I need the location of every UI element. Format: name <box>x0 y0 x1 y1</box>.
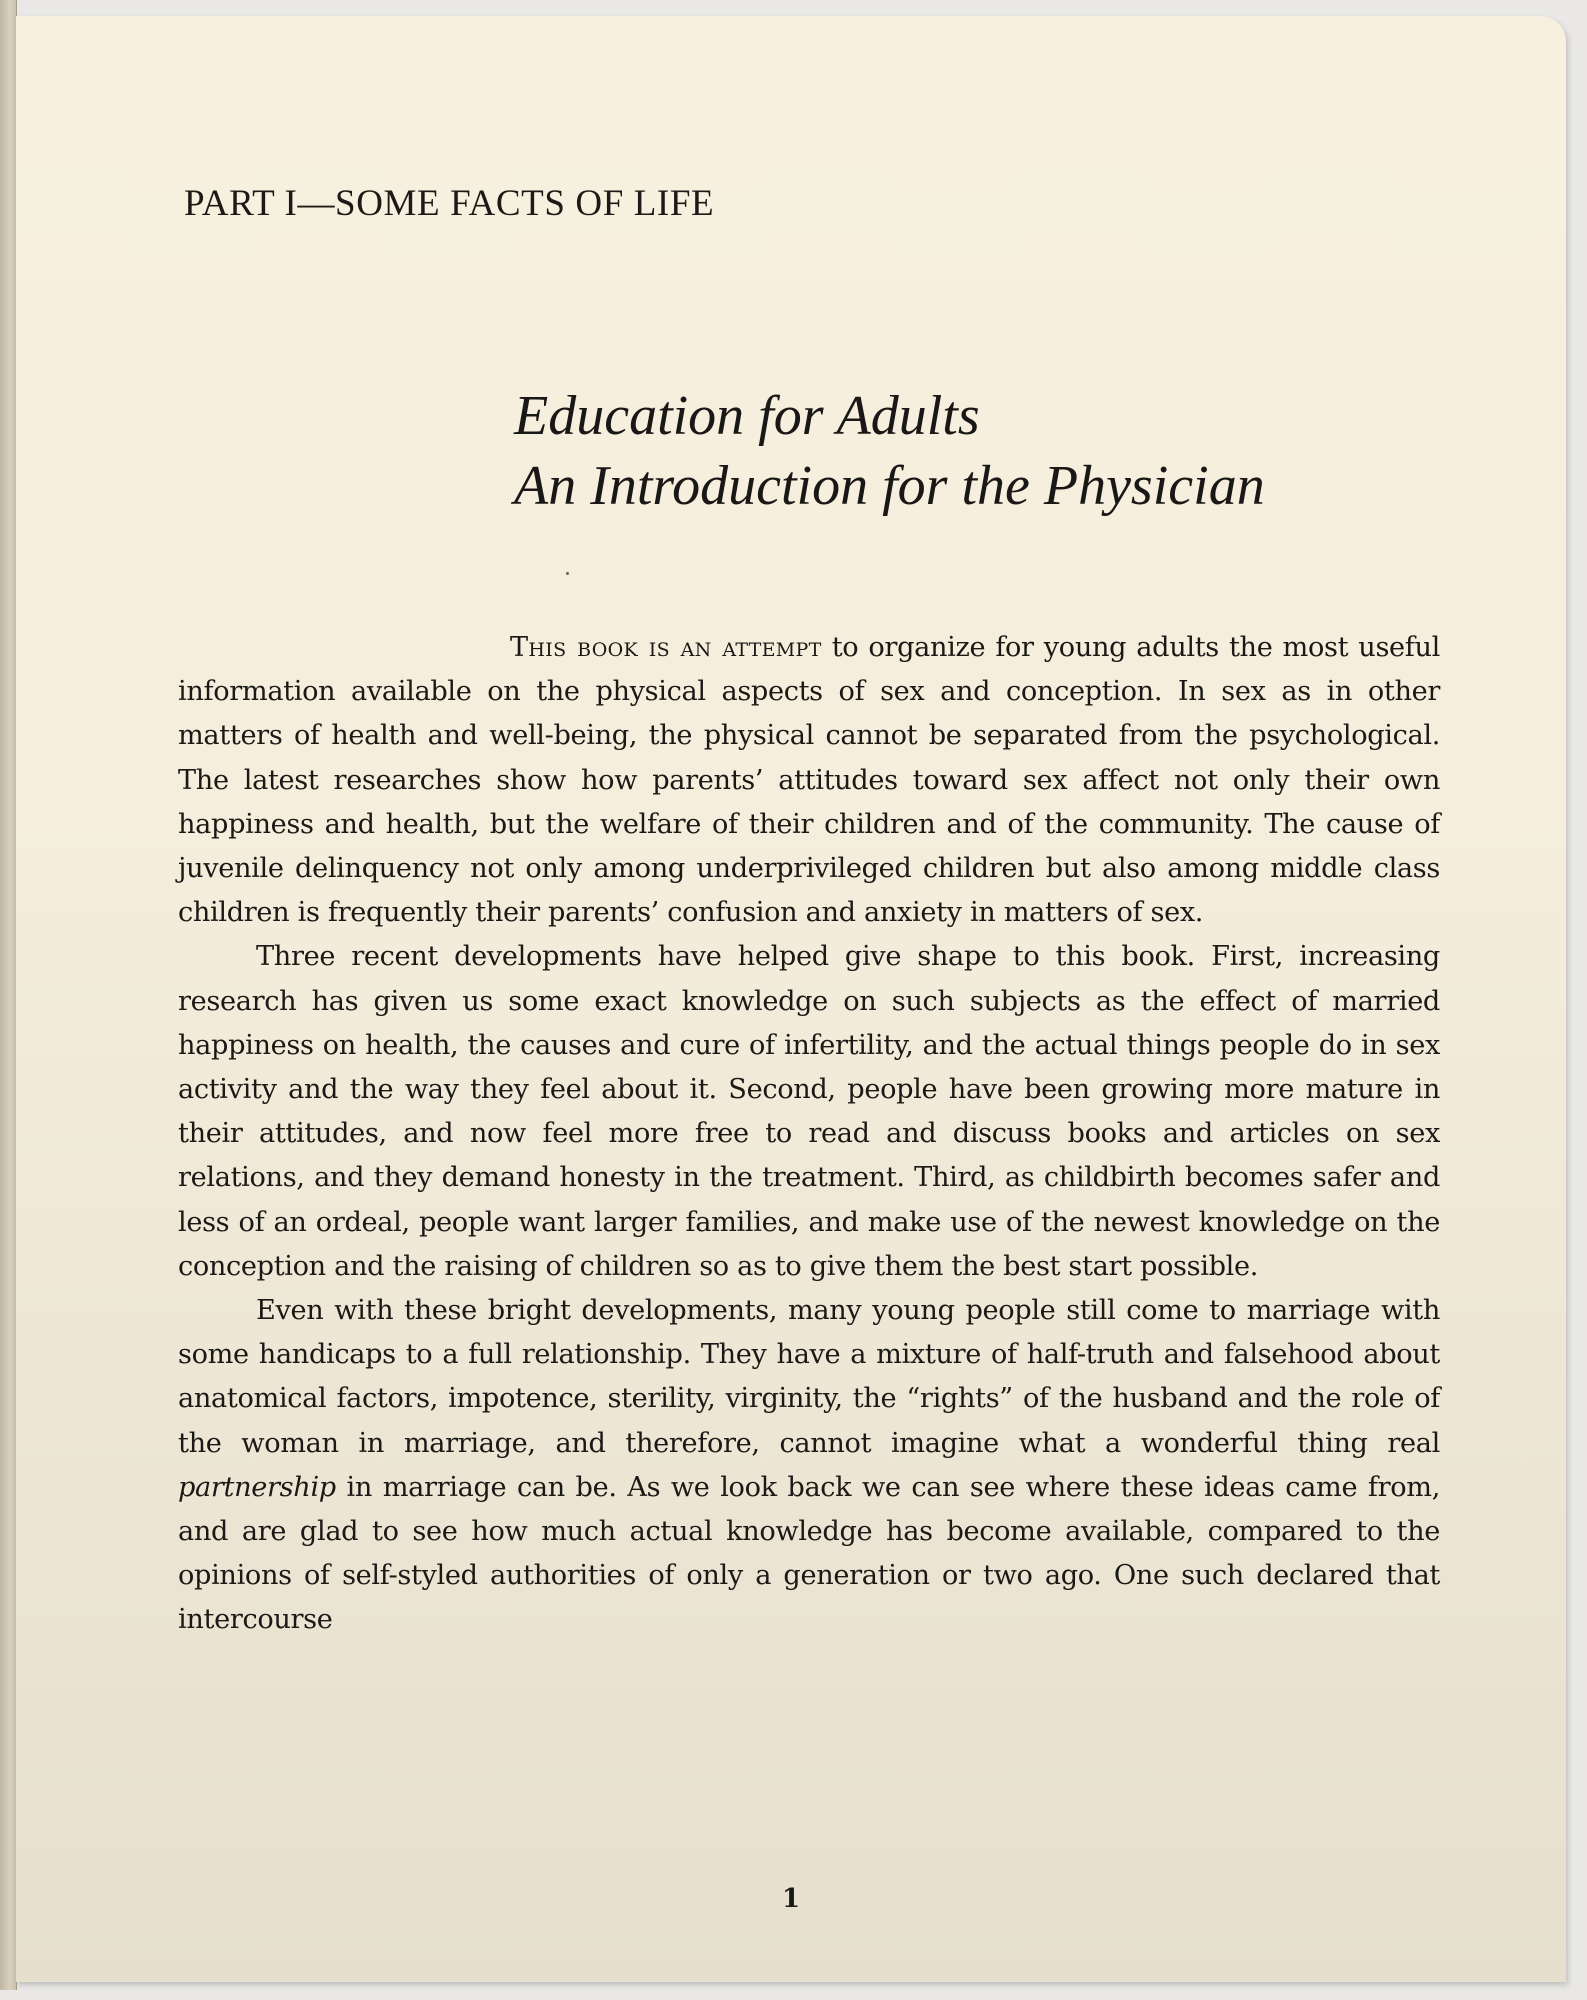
ink-speck <box>566 572 569 575</box>
emphasized-word: partnership <box>178 1471 336 1503</box>
paragraph-1 <box>178 626 1440 935</box>
paragraph-2: Three recent developments have helped give shape to this book. First, increasing research has given us some exact knowledge on such subjects as the effect of married happiness on health, the causes and cure of infertility, and the actual things people do in sex activity and the way they feel about it. Second, people have been growing more mature in their attitudes, and now feel more free to read and discuss books and articles on sex relations, and they demand honesty in the treatment. Third, as childbirth becomes safer and less of an ordeal, people want larger families, and make use of the newest knowledge on the conception and the raising of children so as to give them the best start possible. <box>178 941 1440 1282</box>
chapter-title-line-1: Education for Adults <box>514 385 980 447</box>
paragraph-lead-smallcaps: This book is an attempt <box>510 632 822 663</box>
paragraph-1-text: to organize for young adults the most useful information available on the physical aspects of sex and conception. In sex as in other matters of health and well-being, the physical cannot be separated from the psychological. The latest researches show how parents’ attitudes toward sex affect not only their own happiness and health, but the welfare of their children and of the community. The cause of juvenile delinquency not only among underprivileged children but also among middle class children is frequently their parents’ confusion and anxiety in matters of sex. <box>178 632 1441 929</box>
book-page <box>16 16 1566 1982</box>
chapter-title <box>514 384 1265 518</box>
paragraph-3 <box>178 1289 1440 1643</box>
body-text <box>178 626 1440 1643</box>
paragraph-3-text-a: Even with these bright developments, many young people still come to marriage with some handicaps to a full relationship. They have a mixture of half-truth and falsehood about anatomical factors, impotence, sterility, virginity, the “rights” of the husband and the role of the woman in marriage, and therefore, cannot imagine what a wonderful thing real <box>178 1295 1440 1459</box>
paragraph-3-text-b: in marriage can be. As we look back we can see where these ideas came from, and are glad to see how much actual knowledge has become available, compared to the opinions of self-styled authorities of only a generation or two ago. One such declared that intercourse <box>178 1471 1440 1636</box>
page-number: 1 <box>782 1884 801 1914</box>
part-heading: PART I—SOME FACTS OF LIFE <box>184 183 715 224</box>
chapter-subtitle: An Introduction for the Physician <box>514 455 1265 517</box>
book-spine <box>0 0 17 1990</box>
